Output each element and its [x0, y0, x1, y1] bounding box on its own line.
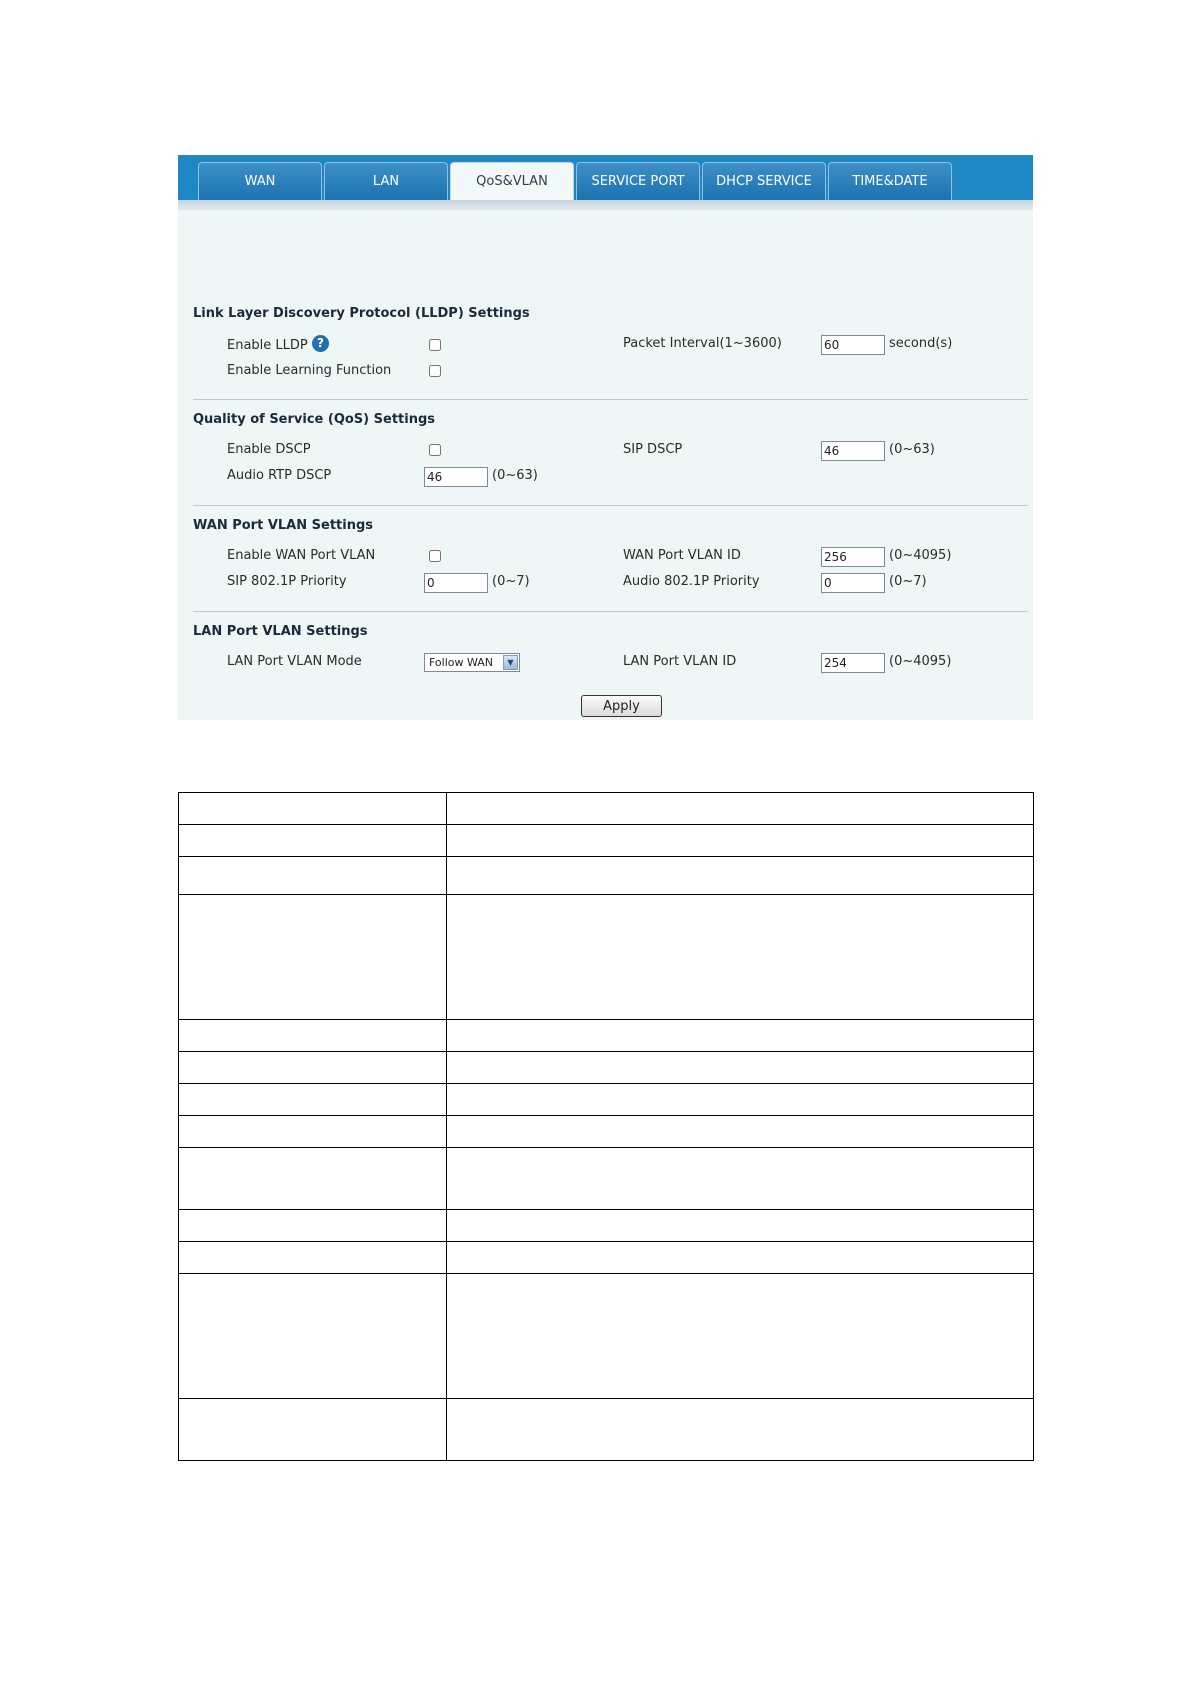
enable-learning-checkbox[interactable]: [429, 365, 441, 377]
qos-vlan-settings-panel: [178, 155, 1033, 720]
parameter-table: [178, 792, 1034, 1461]
lan-vlan-id-range: (0~4095): [889, 654, 952, 669]
audio-rtp-dscp-label: Audio RTP DSCP: [227, 468, 332, 483]
enable-dscp-checkbox[interactable]: [429, 444, 441, 456]
divider: [193, 505, 1028, 506]
tab-bar: [178, 155, 1033, 200]
tab-bar-underline: [178, 200, 1033, 210]
lan-vlan-mode-select[interactable]: [424, 653, 520, 672]
tab-time-date[interactable]: TIME&DATE: [828, 162, 952, 200]
sip-dscp-input[interactable]: [821, 441, 885, 461]
sip-dscp-label: SIP DSCP: [623, 442, 683, 457]
lldp-section-title: Link Layer Discovery Protocol (LLDP) Settings: [193, 306, 530, 321]
tab-dhcp-service[interactable]: DHCP SERVICE: [702, 162, 826, 200]
enable-lldp-checkbox[interactable]: [429, 339, 441, 351]
sip-priority-range: (0~7): [492, 574, 530, 589]
audio-priority-label: Audio 802.1P Priority: [623, 574, 760, 589]
sip-priority-label: SIP 802.1P Priority: [227, 574, 347, 589]
table-row: [179, 1242, 1034, 1274]
lan-vlan-mode-value: Follow WAN: [429, 656, 494, 669]
wan-vlan-section-title: WAN Port VLAN Settings: [193, 518, 374, 533]
tab-service-port[interactable]: SERVICE PORT: [576, 162, 700, 200]
audio-priority-range: (0~7): [889, 574, 927, 589]
lan-vlan-mode-label: LAN Port VLAN Mode: [227, 654, 362, 669]
tab-wan[interactable]: WAN: [198, 162, 322, 200]
table-row: [179, 793, 1034, 825]
table-row: [179, 895, 1034, 1020]
chevron-down-icon[interactable]: ▼: [503, 655, 518, 670]
lan-vlan-id-input[interactable]: [821, 653, 885, 673]
audio-rtp-dscp-range: (0~63): [492, 468, 538, 483]
lan-vlan-section-title: LAN Port VLAN Settings: [193, 624, 368, 639]
qos-section-title: Quality of Service (QoS) Settings: [193, 412, 436, 427]
wan-vlan-id-range: (0~4095): [889, 548, 952, 563]
wan-vlan-id-label: WAN Port VLAN ID: [623, 548, 741, 563]
packet-interval-input[interactable]: [821, 335, 885, 355]
lan-vlan-id-label: LAN Port VLAN ID: [623, 654, 737, 669]
table-row: [179, 1399, 1034, 1461]
tab-qos-vlan[interactable]: QoS&VLAN: [450, 162, 574, 200]
table-row: [179, 825, 1034, 857]
packet-interval-label: Packet Interval(1~3600): [623, 336, 782, 351]
sip-dscp-range: (0~63): [889, 442, 935, 457]
table-row: [179, 1274, 1034, 1399]
table-row: [179, 1116, 1034, 1148]
enable-dscp-label: Enable DSCP: [227, 442, 311, 457]
enable-wan-vlan-checkbox[interactable]: [429, 550, 441, 562]
packet-interval-unit: second(s): [889, 336, 953, 351]
tab-lan[interactable]: LAN: [324, 162, 448, 200]
audio-priority-input[interactable]: [821, 573, 885, 593]
info-icon[interactable]: ?: [312, 335, 329, 352]
enable-lldp-label: Enable LLDP: [227, 338, 308, 353]
audio-rtp-dscp-input[interactable]: [424, 467, 488, 487]
enable-learning-label: Enable Learning Function: [227, 363, 392, 378]
wan-vlan-id-input[interactable]: [821, 547, 885, 567]
table-row: [179, 1084, 1034, 1116]
enable-wan-vlan-label: Enable WAN Port VLAN: [227, 548, 376, 563]
sip-priority-input[interactable]: [424, 573, 488, 593]
divider: [193, 399, 1028, 400]
table-row: [179, 1052, 1034, 1084]
apply-button[interactable]: Apply: [581, 695, 662, 717]
divider: [193, 611, 1028, 612]
table-row: [179, 1020, 1034, 1052]
table-row: [179, 857, 1034, 895]
table-row: [179, 1148, 1034, 1210]
table-row: [179, 1210, 1034, 1242]
